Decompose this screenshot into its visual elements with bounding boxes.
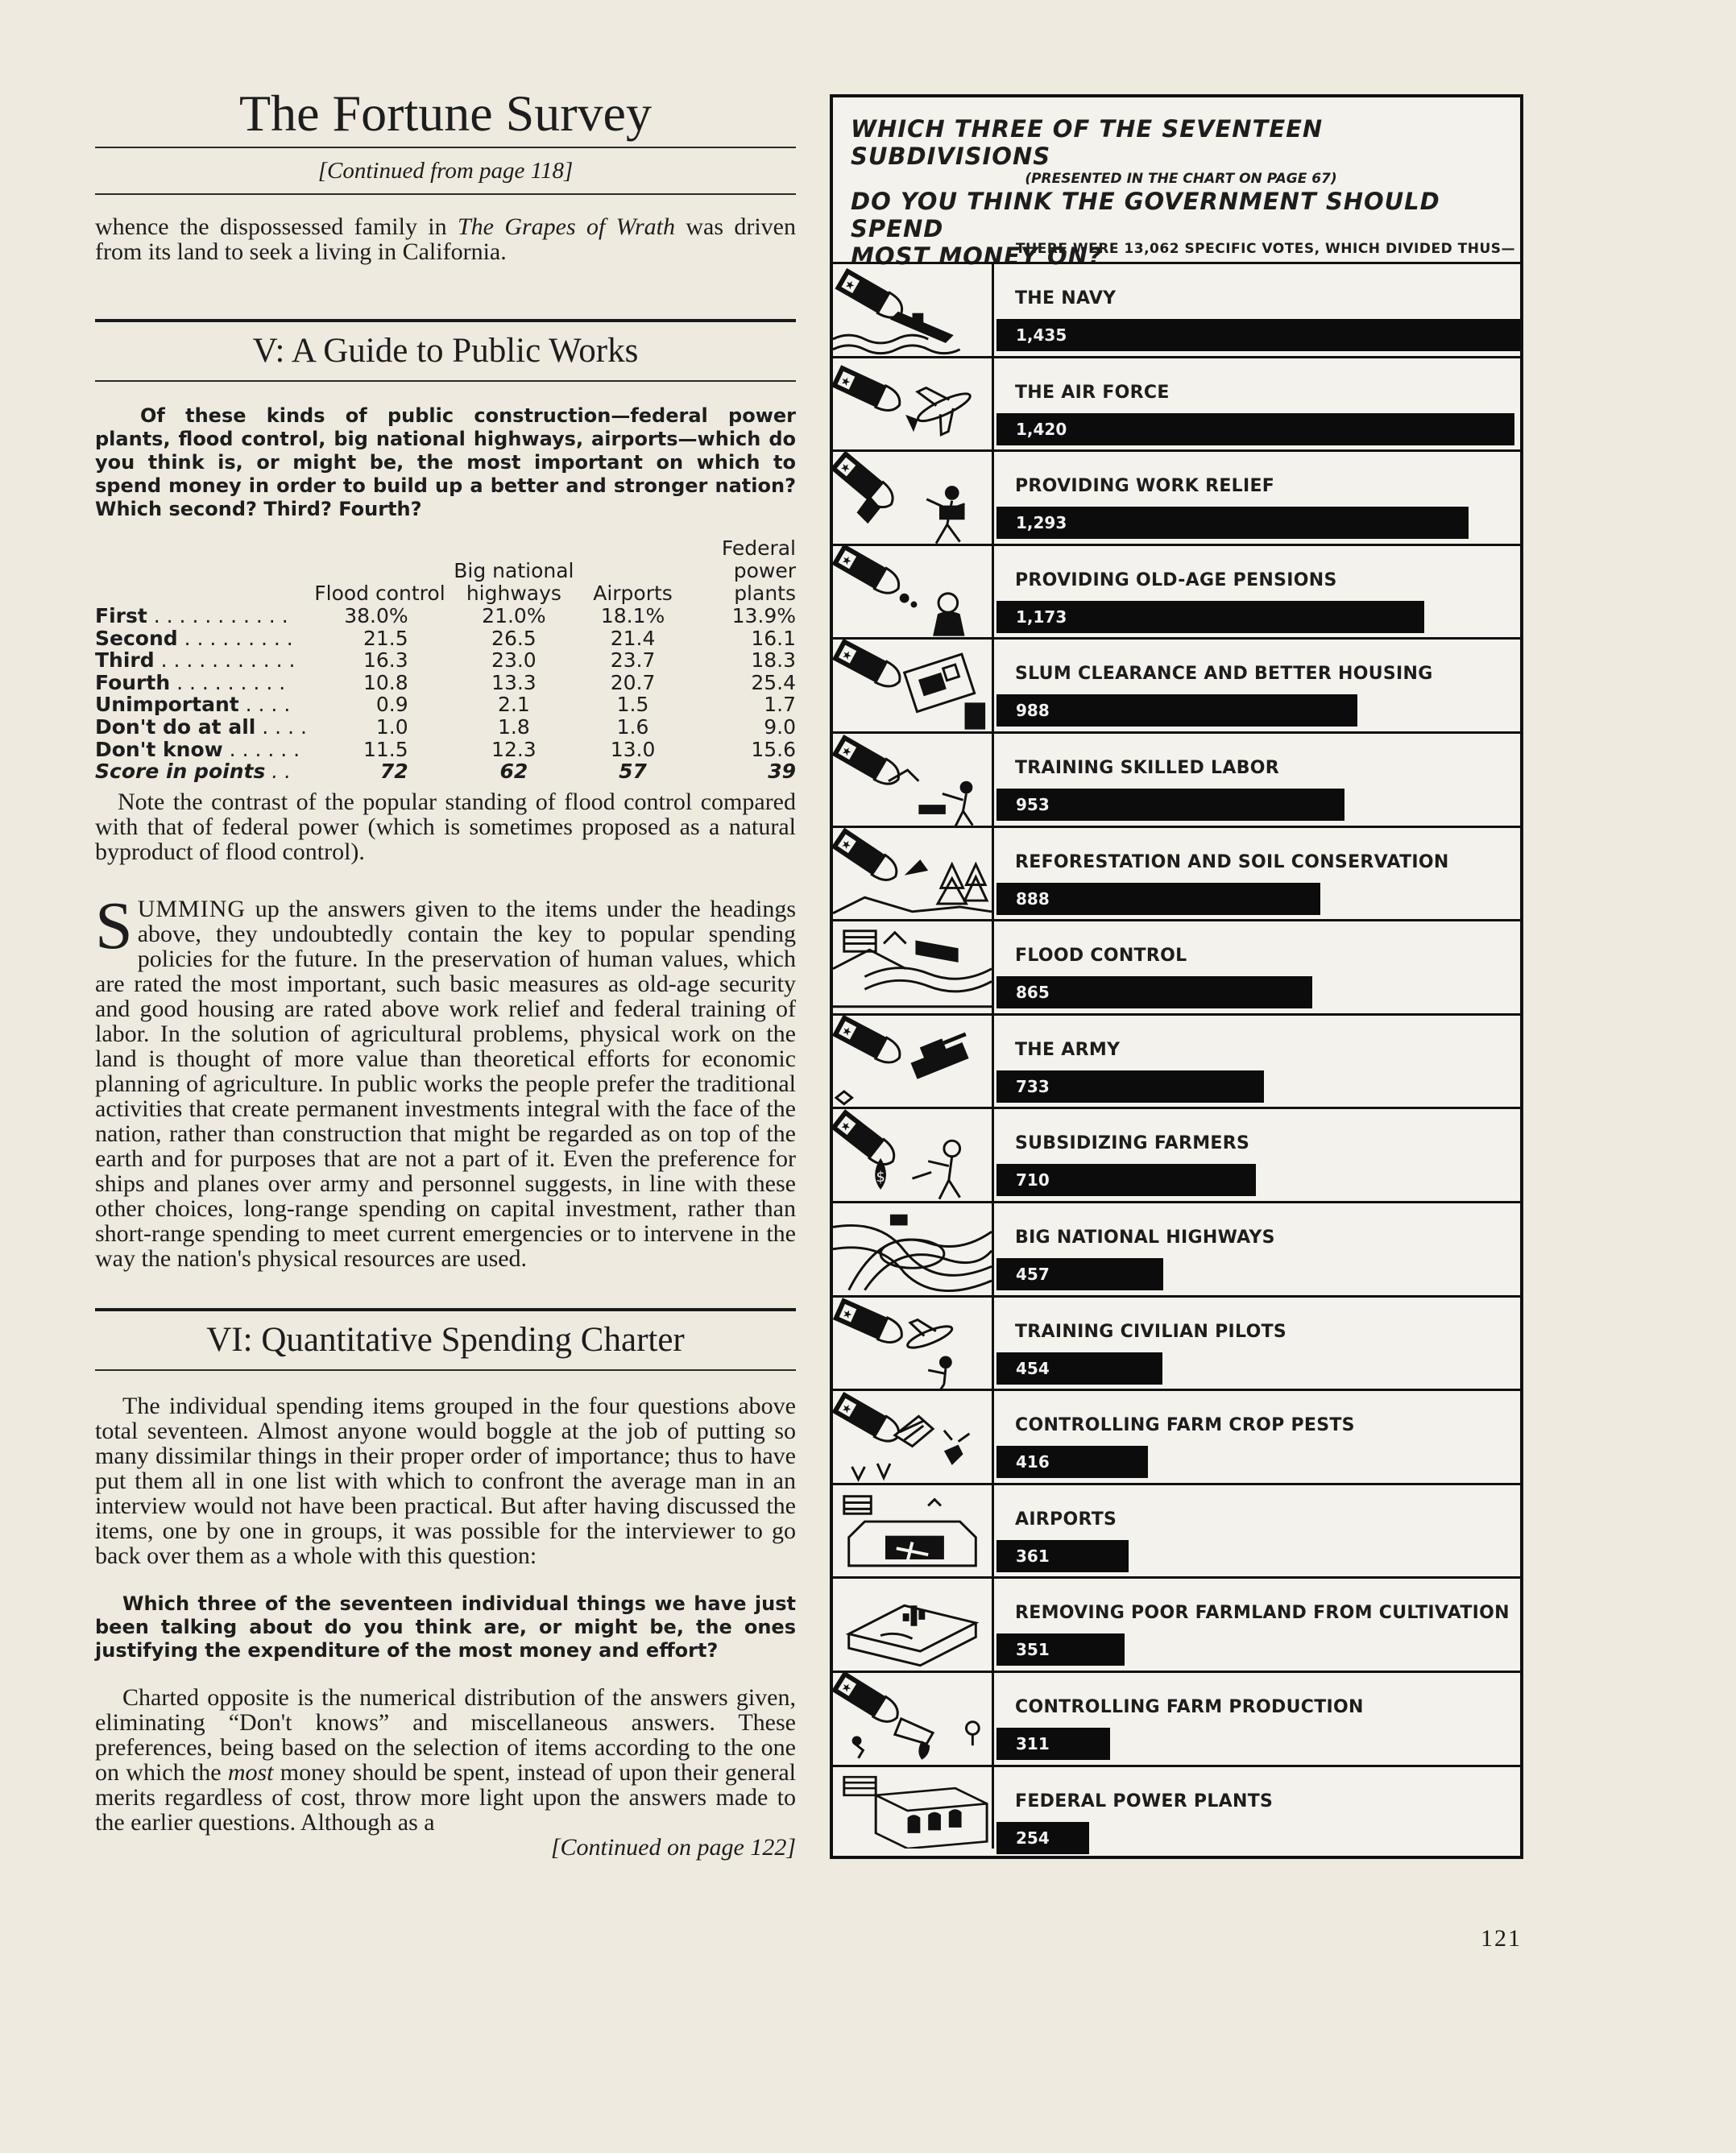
- bar-mark: [996, 507, 1469, 539]
- airport-hangar-icon: [833, 1485, 994, 1577]
- bar-value-label: 888: [1016, 888, 1050, 909]
- power-plant-icon: [833, 1767, 994, 1849]
- continued-from: [Continued from page 118]: [317, 158, 574, 184]
- category-label: PROVIDING WORK RELIEF: [1015, 476, 1275, 497]
- section5-title: V: A Guide to Public Works: [252, 332, 639, 370]
- bar-mark: [996, 1822, 1089, 1854]
- page-number: 121: [1481, 1925, 1522, 1952]
- bar-mark: [996, 1258, 1163, 1290]
- bar-mark: [996, 1070, 1264, 1103]
- row-label: Don't know . . . . . .: [95, 737, 300, 761]
- spending-chart: [830, 94, 1523, 1859]
- svg-text:★: ★: [839, 743, 855, 760]
- category-label: REFORESTATION AND SOIL CONSERVATION: [1015, 851, 1449, 872]
- row-label: Third . . . . . . . . . . .: [95, 648, 296, 673]
- poor-farmland-icon: [833, 1579, 994, 1671]
- section6-paragraph: The individual spending items grouped in the four questions above total seventeen. Almost anyone would boggle at the job of putting so many dissimilar things in their proper order of importance; thus to have put them all in one list with which to confront the average man in an interview would not have been practical. But after having discussed the items, one by one in groups, it was possible for the interviewer to go back over them as a whole with this question:: [95, 1392, 796, 1569]
- poll-row: [95, 694, 796, 716]
- svg-text:★: ★: [839, 1679, 855, 1696]
- continued-rule: [95, 193, 796, 195]
- poll-row: [95, 649, 796, 672]
- svg-text:$: $: [876, 1170, 885, 1186]
- cell-value: 16.3: [363, 648, 408, 673]
- cell-value: 21.5: [363, 626, 408, 650]
- chart-row: [833, 826, 1520, 920]
- bar-mark: [996, 1728, 1110, 1760]
- svg-text:★: ★: [837, 460, 854, 477]
- chart-row: [833, 1013, 1520, 1108]
- poll-score-row: [95, 760, 796, 783]
- chart-title-line2: DO YOU THINK THE GOVERNMENT SHOULD SPEND: [851, 188, 1440, 242]
- bar-value-label: 988: [1016, 701, 1050, 721]
- chart-row: [833, 449, 1520, 544]
- chart-row: [833, 1765, 1520, 1849]
- category-label: TRAINING CIVILIAN PILOTS: [1015, 1321, 1287, 1342]
- poll-row: [95, 605, 796, 627]
- category-label: AIRPORTS: [1015, 1509, 1117, 1530]
- bar-value-label: 416: [1016, 1452, 1050, 1472]
- cell-value: 13.3: [491, 670, 537, 694]
- bar-mark: [996, 789, 1344, 821]
- chart-title-line1: WHICH THREE OF THE SEVENTEEN SUBDIVISIONS: [851, 115, 1324, 170]
- bar-value-label: 865: [1016, 983, 1050, 1003]
- bar-mark: [996, 1540, 1129, 1572]
- category-label: SLUM CLEARANCE AND BETTER HOUSING: [1015, 664, 1433, 685]
- cell-value: 39: [768, 760, 796, 784]
- svg-text:★: ★: [839, 553, 855, 569]
- bar-value-label: 254: [1016, 1828, 1050, 1848]
- category-label: PROVIDING OLD-AGE PENSIONS: [1015, 569, 1337, 590]
- cell-value: 18.1%: [600, 604, 665, 627]
- cell-value: 12.3: [491, 737, 537, 761]
- reforestation-trees-icon: [833, 828, 994, 920]
- chart-row: [833, 262, 1520, 356]
- category-label: THE ARMY: [1015, 1039, 1121, 1060]
- cell-value: 62: [499, 760, 528, 784]
- chart-row: [833, 1389, 1520, 1483]
- bar-mark: [996, 1164, 1256, 1196]
- svg-text:★: ★: [839, 648, 855, 665]
- section5-bottom-rule: [95, 380, 796, 382]
- cell-value: 0.9: [375, 693, 408, 717]
- cell-value: 18.3: [751, 648, 796, 673]
- cell-value: 1.0: [375, 714, 408, 739]
- cell-value: 1.6: [616, 714, 649, 739]
- continued-on: [Continued on page 122]: [550, 1833, 796, 1861]
- cell-value: 72: [379, 760, 408, 784]
- chart-row: [833, 1483, 1520, 1577]
- housing-icon: [833, 640, 994, 731]
- row-label: Don't do at all . . . .: [95, 714, 307, 739]
- civilian-pilot-icon: [833, 1298, 994, 1389]
- chart-row: [833, 637, 1520, 731]
- bar-mark: [996, 319, 1520, 351]
- poll-table: [95, 537, 796, 783]
- category-label: FEDERAL POWER PLANTS: [1015, 1791, 1274, 1811]
- bar-value-label: 1,435: [1016, 325, 1067, 345]
- row-label: Unimportant . . . .: [95, 693, 291, 717]
- bar-value-label: 710: [1016, 1170, 1050, 1190]
- col-header: Flood control: [314, 582, 445, 605]
- row-label: Score in points . .: [95, 760, 292, 784]
- bar-value-label: 1,293: [1016, 513, 1067, 533]
- category-label: SUBSIDIZING FARMERS: [1015, 1133, 1250, 1154]
- skilled-labor-icon: [833, 734, 994, 826]
- cell-value: 23.7: [610, 648, 656, 673]
- svg-text:★: ★: [839, 1401, 855, 1418]
- crop-pest-icon: [833, 1391, 994, 1483]
- poll-header-row: [95, 537, 796, 605]
- chart-votes-note: THERE WERE 13,062 SPECIFIC VOTES, WHICH DIVIDED THUS—: [1015, 241, 1515, 257]
- bar-value-label: 311: [1016, 1733, 1050, 1753]
- bar-value-label: 454: [1016, 1358, 1050, 1378]
- row-label: Second . . . . . . . . .: [95, 626, 293, 650]
- cell-value: 57: [619, 760, 647, 784]
- cell-value: 26.5: [491, 626, 537, 650]
- chart-row: [833, 544, 1520, 638]
- cell-value: 25.4: [751, 670, 796, 694]
- bar-mark: [996, 883, 1320, 915]
- cell-value: 13.0: [610, 737, 656, 761]
- chart-row: [833, 731, 1520, 826]
- summing-paragraph: SUMMING up the answers given to the items under the headings above, they undoubtedly contain the key to popular spending policies for the future. In the preservation of human values, which are rated the most important, such basic measures as old-age security and good housing are rated above work relief and federal training of labor. In the solution of agricultural problems, physical work on the land is thought of more value than theoretical efforts for economic planning of agriculture. In public works the people prefer the traditional activities that create permanent investments integral with the face of the nation, rather than construction that might be regarded as on top of the earth and for purposes that are not a part of it. Even the preference for ships and planes over army and personnel suggests, in line with these other choices, long-range spending on capital investment, rather than short-range spending to meet current emergencies or to intervene in the way the nation's physical resources are used.: [95, 888, 796, 1272]
- bar-mark: [996, 1633, 1125, 1666]
- svg-text:★: ★: [837, 1118, 854, 1136]
- col-header: Airports: [593, 582, 673, 605]
- intro-paragraph: whence the dispossessed family in The Grapes of Wrath was driven from its land to seek a living in California.: [95, 213, 796, 265]
- category-label: FLOOD CONTROL: [1015, 946, 1187, 967]
- chart-rows: [833, 262, 1520, 1849]
- navy-ship-icon: [833, 264, 994, 356]
- category-label: BIG NATIONAL HIGHWAYS: [1015, 1227, 1275, 1248]
- category-label: REMOVING POOR FARMLAND FROM CULTIVATION: [1015, 1603, 1510, 1624]
- poll-row: [95, 627, 796, 650]
- cell-value: 10.8: [363, 670, 408, 694]
- bar-mark: [996, 694, 1357, 727]
- cell-value: 1.7: [764, 693, 796, 717]
- cell-value: 15.6: [751, 737, 796, 761]
- category-label: CONTROLLING FARM CROP PESTS: [1015, 1415, 1355, 1436]
- row-label: First . . . . . . . . . . .: [95, 604, 288, 627]
- category-label: CONTROLLING FARM PRODUCTION: [1015, 1696, 1364, 1717]
- svg-text:★: ★: [839, 1023, 855, 1040]
- row-label: Fourth . . . . . . . . .: [95, 670, 286, 694]
- chart-row: [833, 919, 1520, 1013]
- bar-mark: [996, 1446, 1148, 1478]
- bar-value-label: 457: [1016, 1264, 1050, 1284]
- chart-row: [833, 1295, 1520, 1389]
- bar-mark: [996, 601, 1424, 633]
- category-label: TRAINING SKILLED LABOR: [1015, 757, 1280, 778]
- section5-question: Of these kinds of public construction—federal power plants, flood control, big national highways, airports—which do you think is, or might be, the most important on which to spend money in order to build up a better and stronger nation? Which second? Third? Fourth?: [95, 404, 796, 520]
- cell-value: 21.4: [610, 626, 656, 650]
- old-age-pension-icon: [833, 546, 994, 638]
- section6-title: VI: Quantitative Spending Charter: [206, 1320, 685, 1359]
- cell-value: 1.8: [498, 714, 530, 739]
- section5-note: Note the contrast of the popular standing of flood control compared with that of federal power (which is sometimes proposed as a natural byproduct of flood control).: [95, 788, 796, 865]
- drop-cap: S: [95, 888, 133, 963]
- chart-row: [833, 1576, 1520, 1671]
- chart-row: [833, 1201, 1520, 1295]
- poll-row: [95, 672, 796, 694]
- cell-value: 13.9%: [731, 604, 796, 627]
- bar-value-label: 1,420: [1016, 419, 1067, 439]
- chart-row: [833, 356, 1520, 450]
- svg-text:★: ★: [838, 836, 854, 853]
- chart-title-line3: MOST MONEY ON?: [851, 242, 1103, 270]
- farm-production-icon: [833, 1673, 994, 1765]
- chart-row: [833, 1671, 1520, 1765]
- bar-mark: [996, 1352, 1162, 1385]
- cell-value: 1.5: [616, 693, 649, 717]
- cell-value: 21.0%: [482, 604, 546, 627]
- bar-mark: [996, 413, 1514, 445]
- section6-bottom-rule: [95, 1369, 796, 1371]
- left-column: [95, 81, 796, 1860]
- poll-row: [95, 739, 796, 761]
- work-relief-shovel-icon: [833, 452, 994, 544]
- airplane-icon: [833, 358, 994, 450]
- cell-value: 16.1: [751, 626, 796, 650]
- bar-value-label: 953: [1016, 794, 1050, 814]
- flood-control-levee-icon: [833, 921, 994, 1013]
- bar-mark: [996, 976, 1312, 1008]
- svg-text:★: ★: [839, 1306, 855, 1323]
- bar-value-label: 361: [1016, 1546, 1050, 1566]
- cell-value: 20.7: [610, 670, 656, 694]
- poll-row: [95, 716, 796, 739]
- bar-value-label: 351: [1016, 1640, 1050, 1660]
- bar-value-label: 733: [1016, 1076, 1050, 1096]
- farmer-subsidy-icon: [833, 1109, 994, 1201]
- category-label: THE NAVY: [1015, 288, 1117, 308]
- col-header: Federal power plants: [721, 536, 796, 605]
- section6-question: Which three of the seventeen individual things we have just been talking about do you think are, or might be, the ones justifying the expenditure of the most money and effort?: [95, 1592, 796, 1662]
- highway-cloverleaf-icon: [833, 1203, 994, 1295]
- chart-row: [833, 1107, 1520, 1201]
- section6-paragraph-2: Charted opposite is the numerical distribution of the answers given, eliminating “Don't knows” and miscellaneous answers. These preferences, being based on the selection of items according to the one on which the most money should be spent, instead of upon their general merits regardless of cost, throw more light upon the answers made to the earlier questions. Although as a: [95, 1683, 797, 1836]
- svg-text:★: ★: [838, 373, 853, 390]
- cell-value: 2.1: [498, 693, 530, 717]
- bar-value-label: 1,173: [1016, 607, 1067, 627]
- cell-value: 9.0: [764, 714, 796, 739]
- book-title: The Grapes of Wrath: [457, 213, 676, 240]
- category-label: THE AIR FORCE: [1015, 382, 1170, 403]
- cell-value: 38.0%: [344, 604, 408, 627]
- cell-value: 23.0: [491, 648, 537, 673]
- army-tank-icon: [833, 1016, 994, 1108]
- col-header: Big national highways: [454, 559, 574, 605]
- chart-subtitle: (PRESENTED IN THE CHART ON PAGE 67): [1025, 171, 1337, 187]
- svg-text:★: ★: [842, 277, 858, 294]
- cell-value: 11.5: [363, 737, 408, 761]
- masthead: The Fortune Survey: [239, 85, 652, 142]
